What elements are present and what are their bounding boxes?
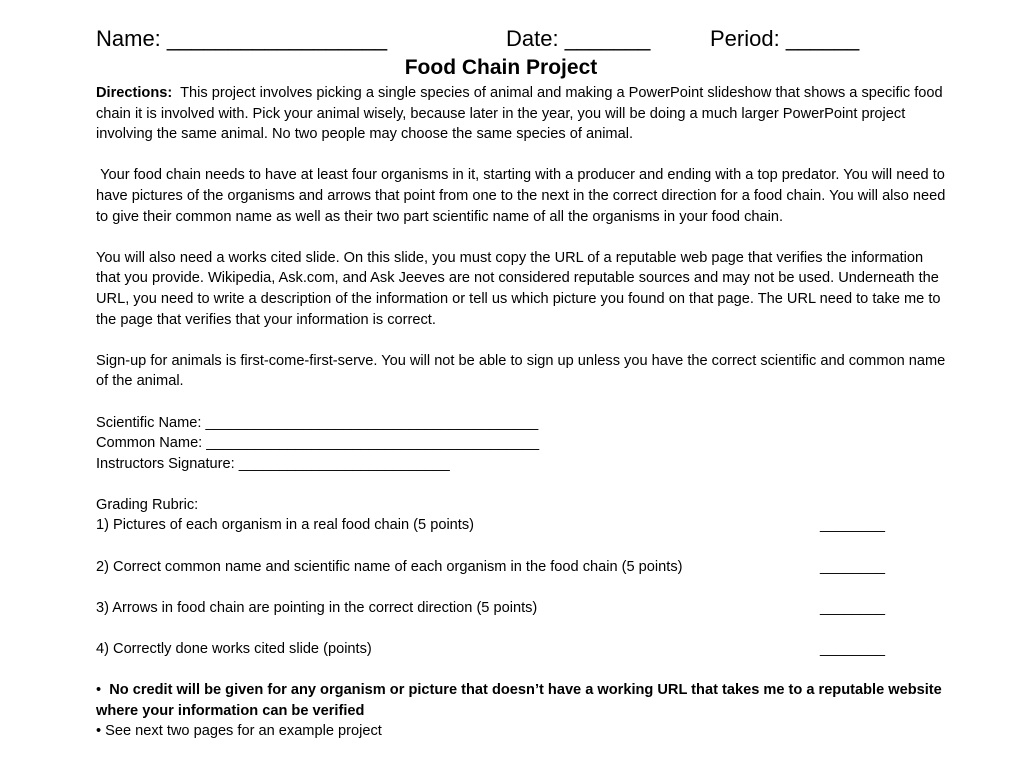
rubric-item-text: 2) Correct common name and scientific name of each organism in the food chain (5 points) <box>96 558 683 575</box>
rubric-item <box>96 515 946 536</box>
date-field: Date: _______ <box>506 26 651 51</box>
body-text <box>96 83 946 742</box>
rubric-item-text: 1) Pictures of each organism in a real food chain (5 points) <box>96 517 475 534</box>
scientific-name-field: Scientific Name: _________________________________________ <box>96 414 539 431</box>
rubric-item-text: 4) Correctly done works cited slide (points) <box>96 641 372 658</box>
food-chain-paragraph <box>96 165 946 227</box>
directions-label: Directions: <box>96 85 173 101</box>
rubric-score-blank: ________ <box>820 599 885 616</box>
common-name-field: Common Name: _________________________________________ <box>96 435 540 452</box>
instructor-signature-field: Instructors Signature: __________________________ <box>96 455 450 472</box>
rubric-score-blank: ________ <box>820 558 885 575</box>
rubric-heading: Grading Rubric: <box>96 496 199 513</box>
signup-paragraph: Sign-up for animals is first-come-first-serve. You will not be able to sign up unless you have the correct scientific and common name of the animal. <box>96 352 946 390</box>
rubric-score-blank: ________ <box>820 641 885 658</box>
rubric-item-text: 3) Arrows in food chain are pointing in the correct direction (5 points) <box>96 599 538 616</box>
page-title: Food Chain Project <box>404 56 598 79</box>
period-field: Period: ______ <box>710 26 860 51</box>
header-row <box>96 24 946 54</box>
see-next-note: • See next two pages for an example project <box>96 723 382 740</box>
no-credit-note <box>96 680 946 721</box>
no-credit-text: No credit will be given for any organism or picture that doesn’t have a working URL that takes me to a reputable website where your information can be verified <box>96 682 942 719</box>
rubric-item <box>96 598 946 619</box>
rubric-item <box>96 557 946 578</box>
name-field: Name: __________________ <box>96 26 388 51</box>
directions-paragraph <box>96 83 946 145</box>
rubric-item <box>96 639 946 660</box>
rubric-score-blank: ________ <box>820 517 885 534</box>
bullet-glyph: • <box>96 682 102 699</box>
worksheet-page <box>96 24 946 742</box>
works-cited-paragraph: You will also need a works cited slide. On this slide, you must copy the URL of a reputable web page that verifies the information that you provide. Wikipedia, Ask.com, and Ask Jeeves are not considered reputable sources and may not be used. Underneath the URL, you need to write a description of the information or tell us which picture you found on that page. The URL need to take me to the page that verifies that your information is correct. <box>96 249 941 328</box>
directions-text: This project involves picking a single species of animal and making a PowerPoint slideshow that shows a specific food chain it is involved with. Pick your animal wisely, because later in the year, you will be doing a much larger PowerPoint project involving the same animal. No two people may choose the same species of animal. <box>96 85 943 143</box>
food-chain-text: Your food chain needs to have at least four organisms in it, starting with a producer and ending with a top predator. You will need to have pictures of the organisms and arrows that point from one to the next in the correct direction for a food chain. You will also need to give their common name as well as their two part scientific name of all the organisms in your food chain. <box>96 167 946 225</box>
